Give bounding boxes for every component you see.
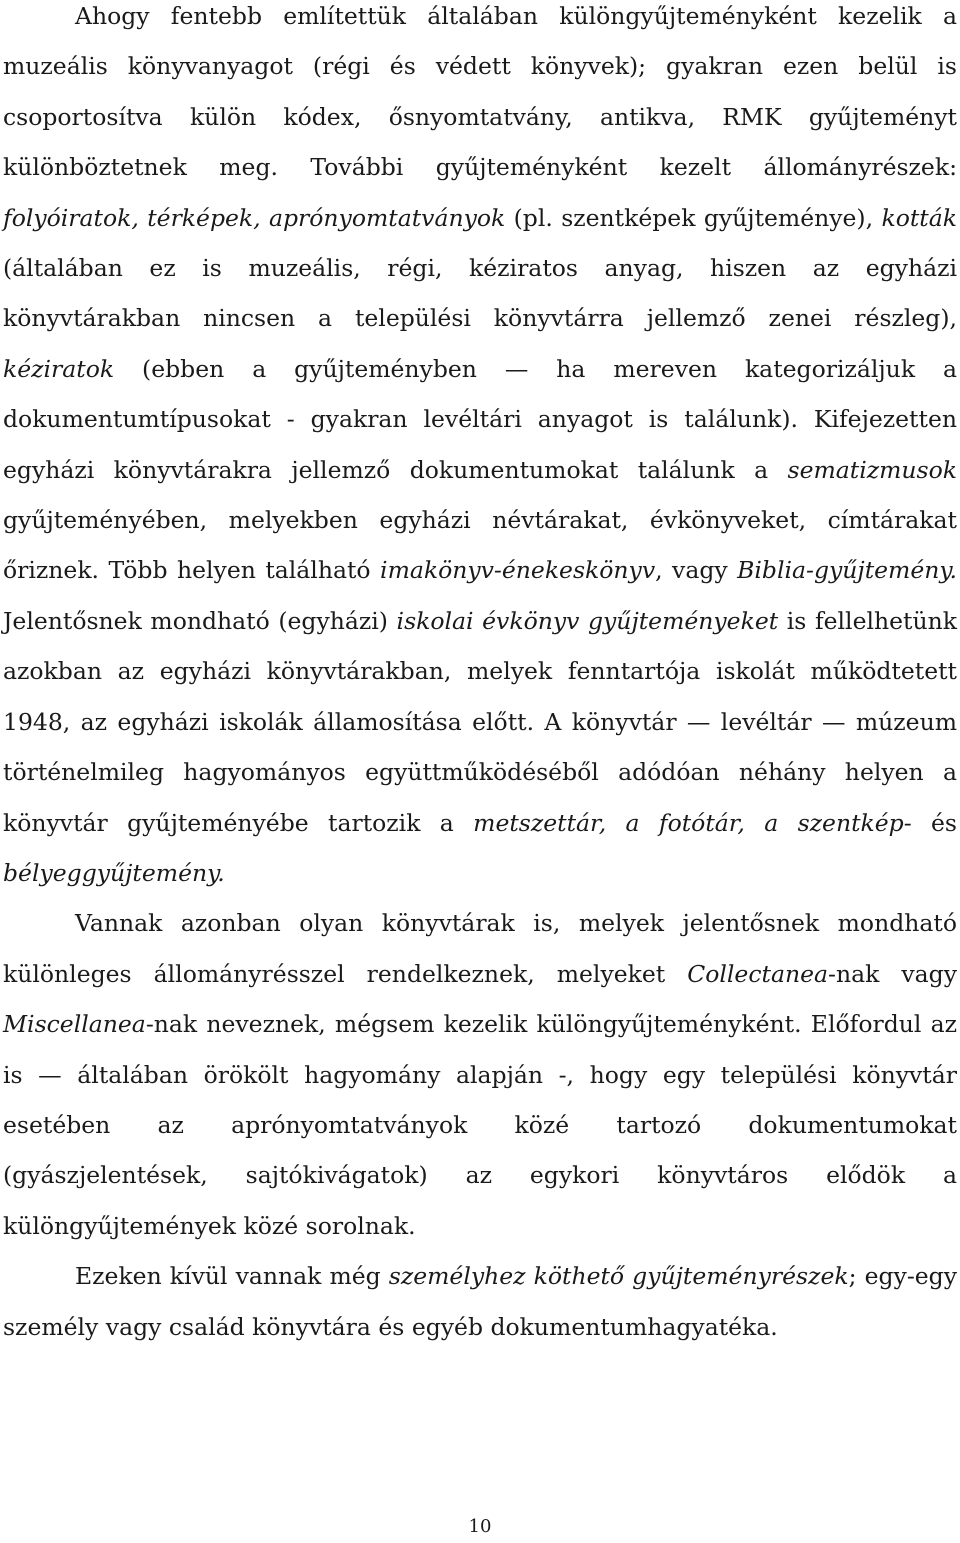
text-run: Ezeken kívül vannak még: [75, 1262, 389, 1291]
text-run: Vannak azonban olyan könyvtárak is, melyek jelentősnek mondható különleges állományrésszel rendelkeznek, melyeket: [3, 909, 957, 988]
italic-term: Collectanea: [687, 959, 829, 988]
italic-term: kéziratok: [3, 354, 115, 383]
text-run: ; egy-egy személy vagy család könyvtára és egyéb dokumentumhagyatéka.: [3, 1262, 957, 1341]
text-run: -nak vagy: [828, 959, 957, 988]
text-run: is fellelhetünk azokban az egyházi könyvtárakban, melyek fenntartója iskolát működtetett 1948, az egyházi iskolák államosítása előtt. A könyvtár — levéltár — múzeum történelmileg hagyományos együttműködéséből adódóan néhány helyen a könyvtár gyűjteményébe tartozik a: [3, 606, 957, 837]
italic-term: metszettár, a fotótár, a szentkép-: [473, 808, 912, 837]
text-run: (pl. szentképek gyűjteménye),: [505, 203, 882, 232]
body-text: [3, 0, 957, 1352]
italic-term: folyóiratok, térképek, aprónyomtatványok: [3, 203, 506, 232]
italic-term: kották: [881, 203, 957, 232]
text-run: gyűjteményében, melyekben egyházi névtárakat, évkönyveket, címtárakat őriznek. Több helyen található: [3, 506, 957, 585]
text-run: Jelentősnek mondható (egyházi): [3, 606, 397, 635]
paragraph-3: [3, 1251, 957, 1352]
paragraph-2: [3, 898, 957, 1251]
italic-term: sematizmusok: [787, 455, 957, 484]
text-run: -nak neveznek, mégsem kezelik különgyűjteményként. Előfordul az is — általában örökölt hagyomány alapján -, hogy egy települési könyvtár esetében az aprónyomtatványok közé tartozó dokumentumokat (gyászjelentések, sajtókivágatok) az egykori könyvtáros elődök a különgyűjtemények közé sorolnak.: [3, 1010, 957, 1240]
italic-term: Biblia-gyűjtemény.: [737, 556, 957, 585]
text-run: , vagy: [655, 556, 738, 585]
italic-term: imakönyv-énekeskönyv: [380, 556, 656, 585]
text-run: és: [911, 808, 957, 837]
text-run: (ebben a gyűjteményben — ha mereven kategorizáljuk a dokumentumtípusokat - gyakran levéltári anyagot is találunk). Kifejezetten egyházi könyvtárakra jellemző dokumentumokat találunk a: [3, 354, 957, 484]
italic-term: személyhez köthető gyűjteményrészek: [388, 1262, 849, 1291]
italic-term: bélyeggyűjtemény.: [3, 858, 225, 887]
italic-term: iskolai évkönyv gyűjteményeket: [396, 606, 779, 635]
page-number: 10: [468, 1516, 492, 1537]
text-run: Ahogy fentebb említettük általában különgyűjteményként kezelik a muzeális könyvanyagot (régi és védett könyvek); gyakran ezen belül is csoportosítva külön kódex, ősnyomtatvány, antikva, RMK gyűjteményt különböztetnek meg. További gyűjteményként kezelt állományrészek:: [3, 2, 957, 182]
text-run: (általában ez is muzeális, régi, kéziratos anyag, hiszen az egyházi könyvtárakban nincsen a települési könyvtárra jellemző zenei részleg),: [3, 254, 957, 333]
paragraph-1: [3, 0, 957, 898]
italic-term: Miscellanea: [3, 1010, 146, 1039]
